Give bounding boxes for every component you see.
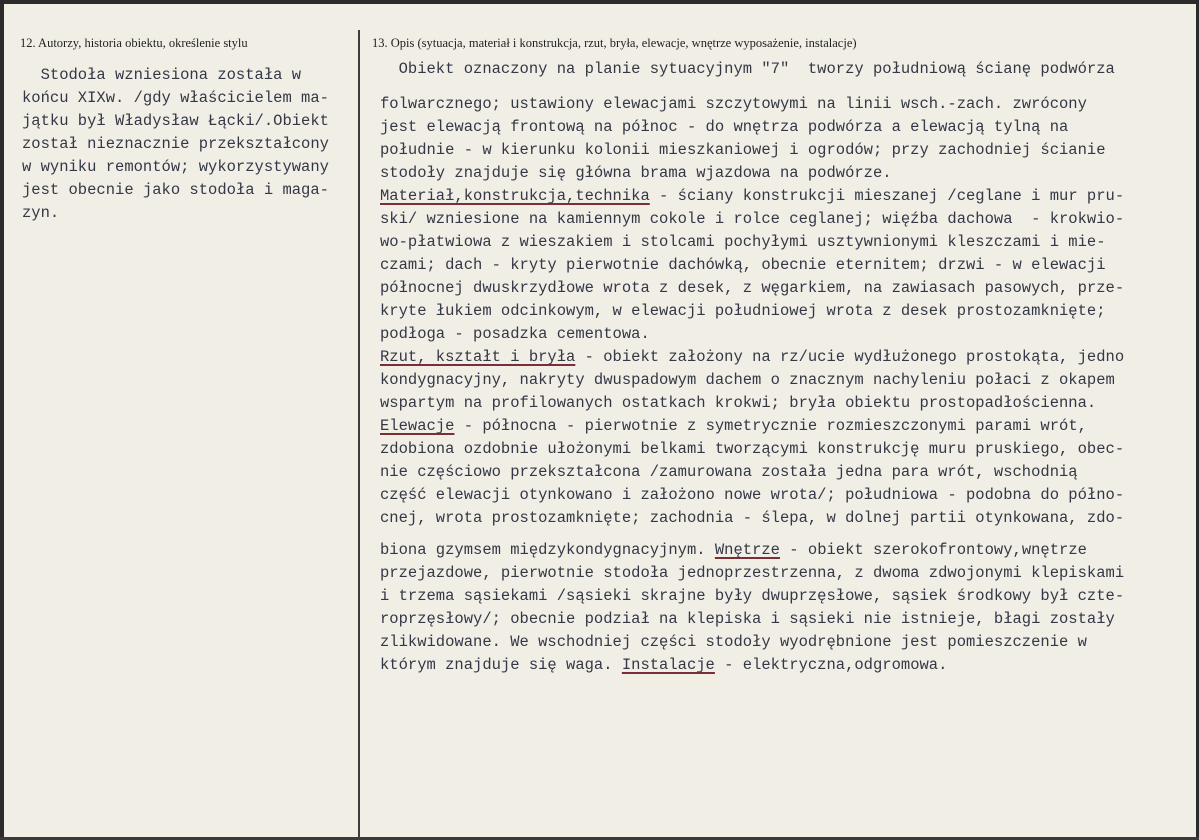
- section-12-line: Stodoła wzniesiona została w: [22, 66, 302, 84]
- section-13-line: nie częściowo przekształcona /zamurowana została jedna para wrót, wschodnią: [380, 463, 1078, 481]
- section-13-line: i trzema sąsiekami /sąsieki skrajne były dwuprzęsłowe, sąsiek środkowy był czte-: [380, 587, 1125, 605]
- section-13-heading: 13. Opis (sytuacja, materiał i konstrukcja, rzut, bryła, elewacje, wnętrze wyposażenie, instalacje): [372, 36, 857, 50]
- section-13-line: ski/ wzniesione na kamiennym cokole i rolce ceglanej; więźba dachowa - krokwio-: [380, 210, 1125, 228]
- section-12-line: został nieznacznie przekształcony: [22, 135, 329, 153]
- heading-rzut: Rzut, kształt i bryła: [380, 348, 576, 366]
- section-13-line: część elewacji otynkowano i założono nowe wrota/; południowa - podobna do półno-: [380, 486, 1125, 504]
- section-13-line: wo-płatwiowa z wieszakiem i stolcami pochyłymi usztywnionymi kleszczami i mie-: [380, 233, 1106, 251]
- section-13-line: cnej, wrota prostozamknięte; zachodnia - ślepa, w dolnej partii otynkowana, zdo-: [380, 509, 1125, 527]
- line-start: którym znajduje się waga.: [380, 656, 622, 674]
- line-rest: - obiekt założony na rz/ucie wydłużonego prostokąta, jedno: [575, 348, 1125, 366]
- section-12-line: jątku był Władysław Łącki/.Obiekt: [22, 112, 329, 130]
- section-12-line: końcu XIXw. /gdy właścicielem ma-: [22, 89, 329, 107]
- section-13-line: [380, 417, 1087, 435]
- line-rest: - północna - pierwotnie z symetrycznie rozmieszczonymi parami wrót,: [454, 417, 1087, 435]
- section-13-text: [380, 60, 1125, 674]
- section-13-line: południe - w kierunku kolonii mieszkaniowej i ogrodów; przy zachodniej ścianie: [380, 141, 1106, 159]
- heading-instalacje: Instalacje: [621, 656, 715, 674]
- section-13-line: [380, 541, 1087, 559]
- line-rest: - obiekt szerokofrontowy,wnętrze: [779, 541, 1087, 559]
- left-border: [0, 0, 4, 840]
- section-13-line: stodoły znajduje się główna brama wjazdowa na podwórze.: [380, 164, 892, 182]
- section-13-line: zdobiona ozdobnie ułożonymi belkami tworzącymi konstrukcję muru pruskiego, obec-: [380, 440, 1125, 458]
- section-13-line: czami; dach - kryty pierwotnie dachówką, obecnie eternitem; drzwi - w elewacji: [380, 256, 1106, 274]
- section-13-line: [380, 348, 1124, 366]
- section-12-line: w wyniku remontów; wykorzystywany: [22, 158, 329, 176]
- section-13-line: północnej dwuskrzydłowe wrota z desek, z węgarkiem, na zawiasach pasowych, prze-: [380, 279, 1125, 297]
- section-13-line: folwarcznego; ustawiony elewacjami szczytowymi na linii wsch.-zach. zwrócony: [380, 95, 1087, 113]
- section-13-line: kondygnacyjny, nakryty dwuspadowym dachem o znacznym nachyleniu połaci z okapem: [380, 371, 1115, 389]
- section-13-line: przejazdowe, pierwotnie stodoła jednoprzestrzenna, z dwoma zdwojonymi klepiskami: [380, 564, 1125, 582]
- section-13-line: podłoga - posadzka cementowa.: [380, 325, 650, 343]
- line-rest: - ściany konstrukcji mieszanej /ceglane i mur pru-: [649, 187, 1125, 205]
- heading-elewacje: Elewacje: [380, 417, 455, 435]
- section-12-line: zyn.: [22, 204, 60, 222]
- heading-wnetrze: Wnętrze: [714, 541, 780, 559]
- section-13-line: jest elewacją frontową na północ - do wnętrza podwórza a elewacją tylną na: [380, 118, 1069, 136]
- section-12-text: [22, 66, 329, 228]
- section-13-line: [380, 656, 947, 674]
- section-13-line: Obiekt oznaczony na planie sytuacyjnym "7" tworzy południową ścianę podwórza: [380, 60, 1115, 78]
- line-rest: - elektryczna,odgromowa.: [714, 656, 948, 674]
- section-13-line: roprzęsłowy/; obecnie podział na klepiska i sąsieki nie istnieje, błagi zostały: [380, 610, 1115, 628]
- section-13-line: wspartym na profilowanych ostatkach krokwi; bryła obiektu prostopadłościenna.: [380, 394, 1097, 412]
- top-border: [0, 0, 1199, 4]
- heading-material: Materiał,konstrukcja,technika: [380, 187, 650, 205]
- section-12-line: jest obecnie jako stodoła i maga-: [22, 181, 329, 199]
- section-13-line: [380, 187, 1124, 205]
- section-13-line: zlikwidowane. We wschodniej części stodoły wyodrębnione jest pomieszczenie w: [380, 633, 1087, 651]
- section-12-heading: 12. Autorzy, historia obiektu, określenie stylu: [20, 36, 248, 50]
- line-start: biona gzymsem międzykondygnacyjnym.: [380, 541, 715, 559]
- column-divider: [358, 30, 360, 840]
- section-13-line: kryte łukiem odcinkowym, w elewacji południowej wrota z desek prostozamknięte;: [380, 302, 1106, 320]
